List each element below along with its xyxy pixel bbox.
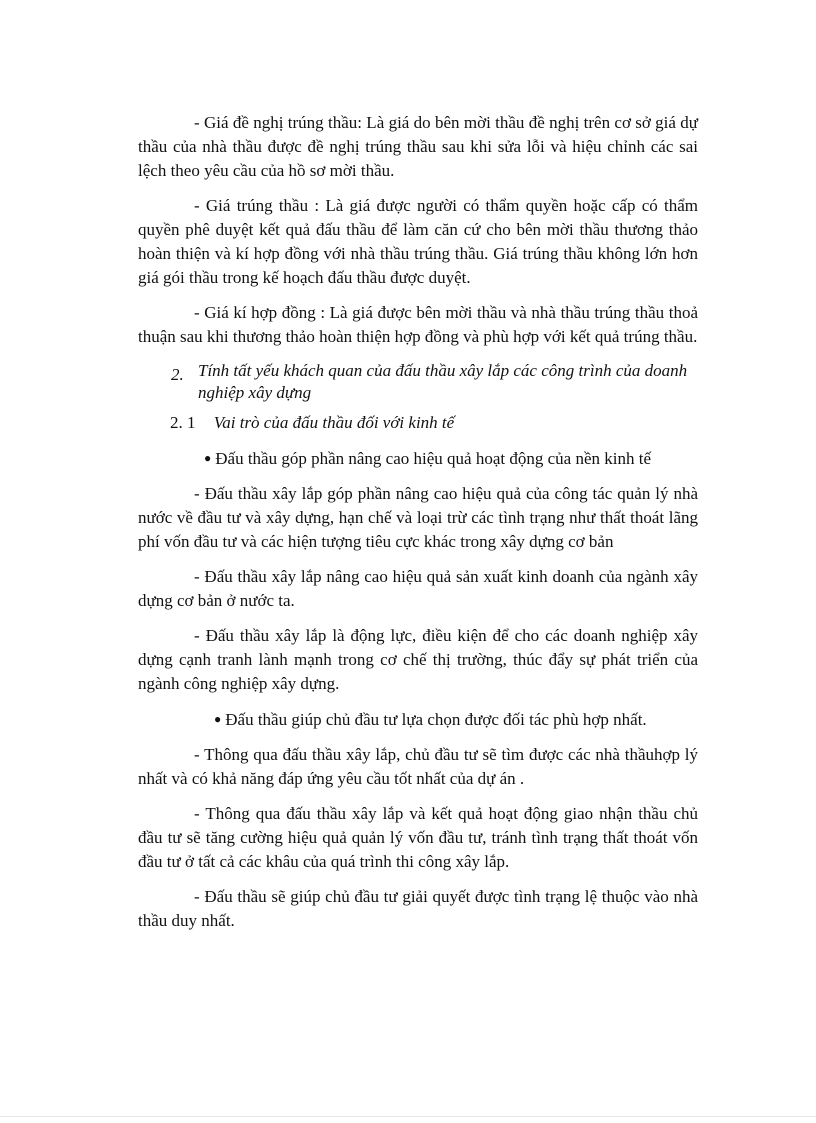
- paragraph-production-efficiency: - Đấu thầu xây lắp nâng cao hiệu quả sản xuất kinh doanh của ngành xây dựng cơ bản ở nước ta.: [138, 567, 698, 610]
- bullet-icon: ●: [204, 451, 212, 465]
- subsection-heading-2-1: [138, 412, 698, 434]
- section-heading-2: [138, 360, 698, 404]
- subsection-title: Vai trò của đấu thầu đối với kinh tế: [213, 413, 455, 432]
- subsection-number: 2. 1: [170, 413, 196, 432]
- bullet-text: Đấu thầu giúp chủ đầu tư lựa chọn được đối tác phù hợp nhất.: [225, 710, 647, 729]
- page-bottom-divider: [0, 1116, 816, 1117]
- paragraph-winning-bid-price: - Giá trúng thầu : Là giá được người có thẩm quyền hoặc cấp có thẩm quyền phê duyệt kết quả đấu thầu để làm căn cứ cho bên mời thầu thương thảo hoàn thiện và kí hợp đồng với nhà thầu trúng thầu. Giá trúng thầu không lớn hơn giá gói thầu trong kế hoạch đấu thầu được duyệt.: [138, 196, 698, 287]
- paragraph-bid-recommended-price: - Giá đề nghị trúng thầu: Là giá do bên mời thầu đề nghị trên cơ sở giá dự thầu của nhà thầu được đề nghị trúng thầu sau khi sửa lỗi và hiệu chỉnh các sai lệch theo yêu cầu của hồ sơ mời thầu.: [138, 113, 698, 180]
- section-title: Tính tất yếu khách quan của đấu thầu xây lắp các công trình của doanh nghiệp xây dựng: [198, 361, 688, 402]
- bullet-item-partner-selection: [138, 707, 698, 732]
- paragraph-find-contractors: - Thông qua đấu thầu xây lắp, chủ đầu tư sẽ tìm được các nhà thầuhợp lý nhất và có khả năng đáp ứng yêu cầu tốt nhất của dự án .: [138, 745, 698, 788]
- paragraph-contract-price: - Giá kí hợp đồng : Là giá được bên mời thầu và nhà thầu trúng thầu thoả thuận sau khi thương thảo hoàn thiện hợp đồng và phù hợp với kết quả trúng thầu.: [138, 303, 698, 346]
- bullet-icon: ●: [214, 712, 222, 726]
- document-body: [138, 111, 698, 944]
- paragraph-competition-driver: - Đấu thầu xây lắp là động lực, điều kiện để cho các doanh nghiệp xây dựng cạnh tranh lành mạnh trong cơ chế thị trường, thúc đẩy sự phát triển của ngành công nghiệp xây dựng.: [138, 626, 698, 693]
- section-number: 2.: [171, 365, 184, 384]
- bullet-text: Đấu thầu góp phần nâng cao hiệu quả hoạt động của nền kinh tế: [215, 449, 651, 468]
- paragraph-capital-management: - Thông qua đấu thầu xây lắp và kết quả hoạt động giao nhận thầu chủ đầu tư sẽ tăng cường hiệu quả quản lý vốn đầu tư, tránh tình trạng thất thoát vốn đầu tư ở tất cả các khâu của quá trình thi công xây lắp.: [138, 804, 698, 871]
- paragraph-dependency: - Đấu thầu sẽ giúp chủ đầu tư giải quyết được tình trạng lệ thuộc vào nhà thầu duy nhất.: [138, 887, 698, 930]
- bullet-item-economic-efficiency: [138, 446, 698, 471]
- paragraph-state-management: - Đấu thầu xây lắp góp phần nâng cao hiệu quả của công tác quản lý nhà nước về đầu tư và xây dựng, hạn chế và loại trừ các tình trạng như thất thoát lãng phí vốn đầu tư và các hiện tượng tiêu cực khác trong xây dựng cơ bản: [138, 484, 698, 551]
